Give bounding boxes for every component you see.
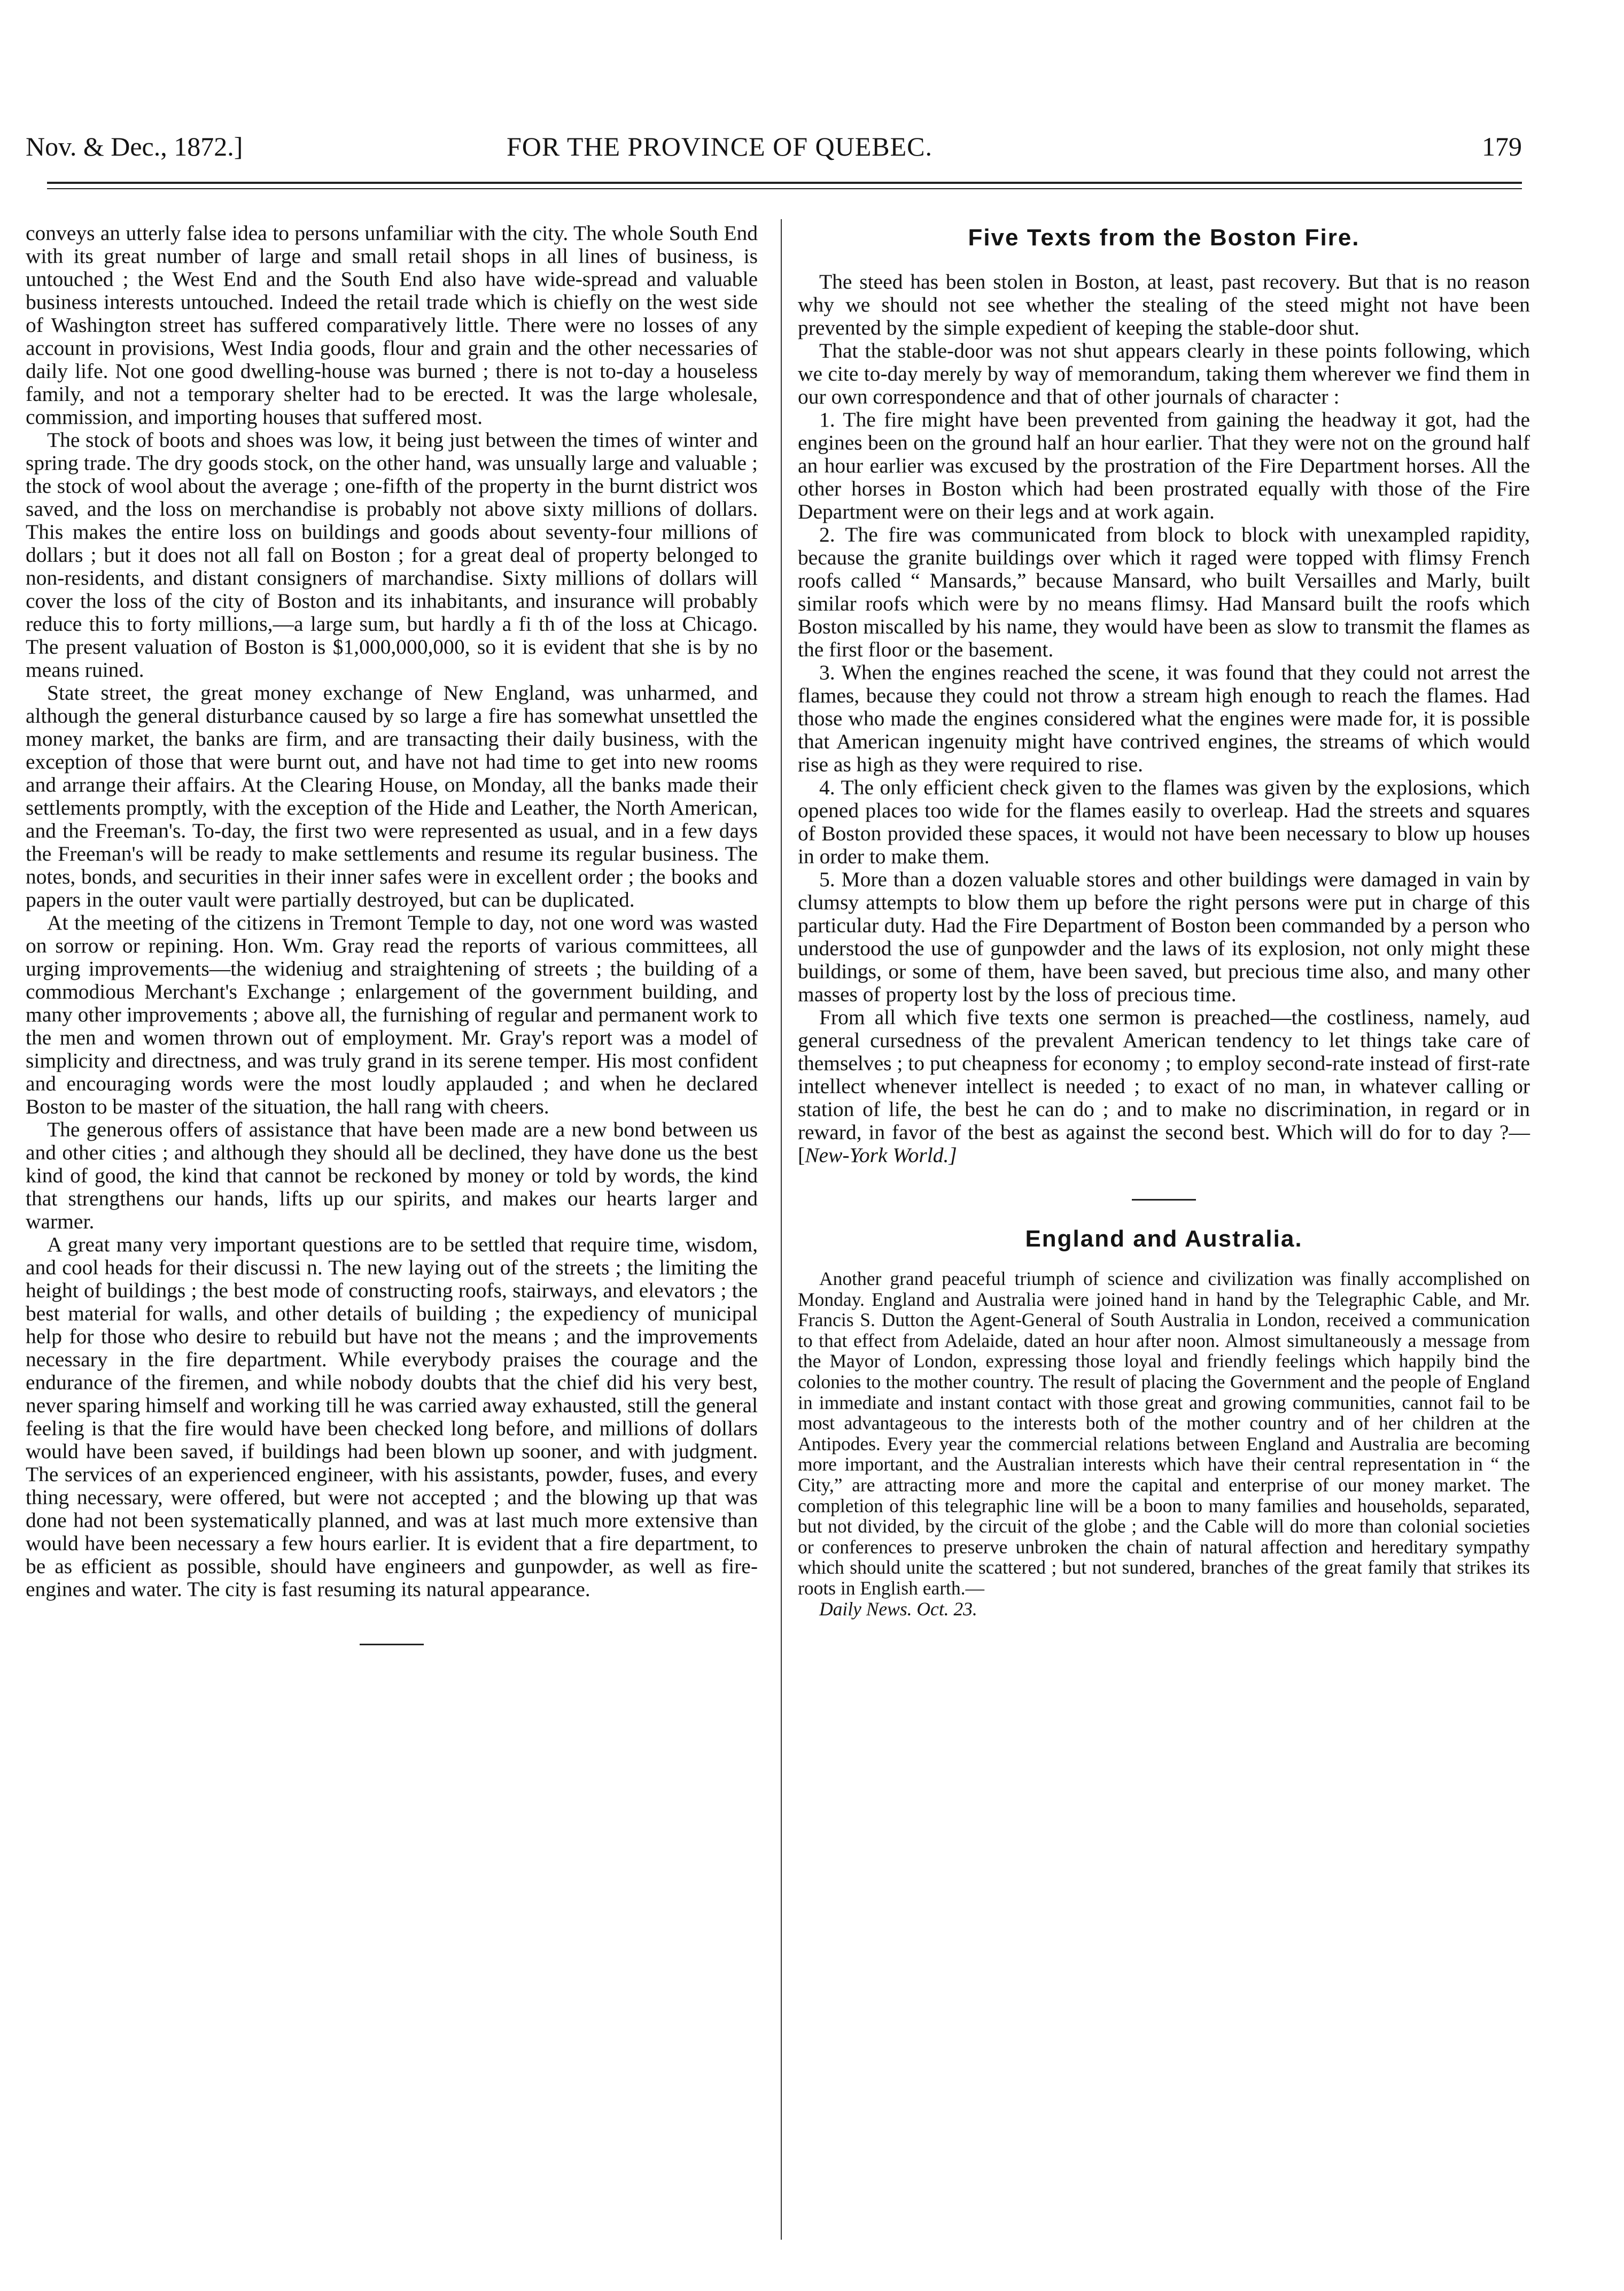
article-title-boston-fire: Five Texts from the Boston Fire. (968, 225, 1360, 251)
paragraph: The steed has been stolen in Boston, at least, past recovery. But that is no reason why we should not see whether the stealing of the steed might not have been prevented by the simple expedient of keeping the stable-door shut. (798, 270, 1530, 339)
paragraph: 3. When the engines reached the scene, it was found that they could not arrest the flames, because they could not throw a stream high enough to reach the flames. Had those who made the engines considered what the engines were made for, it is possible that American ingenuity might have contrived engines, the streams of which would rise as high as they were required to rise. (798, 661, 1530, 776)
paragraph-text: From all which five texts one sermon is preached—the costliness, namely, aud general cursedness of the prevalent American tendency to let things take care of themselves ; to put cheapness for economy ; to employ second-rate instead of first-rate intellect whenever intellect is needed ; to exact of no man, in whatever calling or station of life, the best he can do ; and to make no discrimination, in regard or in reward, in favor of the best as against the second best. Which will do for to day ?—[ (798, 1005, 1530, 1167)
section-rule (360, 1644, 424, 1645)
paragraph: A great many very important questions are to be settled that require time, wisdom, and cool heads for their discussi n. The new laying out of the streets ; the limiting the height of buildings ; the best mode of constructing roofs, stairways, and elevators ; the best material for walls, and other details of building ; the expediency of municipal help for those who desire to rebuild but have not the means ; and the improvements necessary in the fire department. While everybody praises the courage and the endurance of the firemen, and while nobody doubts that the chief did his very best, never sparing himself and working till he was carried away exhausted, still the general feeling is that the fire would have been checked long before, and millions of dollars would have been saved, if buildings had been blown up sooner, and with judgment. The services of an experienced engineer, with his assistants, powder, fuses, and every thing necessary, were offered, but were not accepted ; and the blowing up that was done had not been systematically planned, and was at last much more extensive than would have been necessary a few hours earlier. It is evident that a fire department, to be as efficient as possible, should have engineers and gunpowder, as well as fire-engines and water. The city is fast resuming its natural appearance. (26, 1233, 758, 1601)
header-rule (47, 182, 1522, 189)
paragraph: Another grand peaceful triumph of science and civilization was finally accomplished on Monday. England and Australia were joined hand in hand by the Telegraphic Cable, and Mr. Francis S. Dutton the Agent-General of South Australia in London, received a communication to that effect from Adelaide, dated an hour after noon. Almost simultaneously a message from the Mayor of London, expressing those loyal and friendly feelings which happily bind the colonies to the mother country. The result of placing the Government and the people of England in immediate and instant contact with those great and growing communities, cannot fail to be most advantageous to the interests both of the mother country and of her children at the Antipodes. Every year the commercial relations between England and Australia are becoming more important, and the Australian interests which have their central representation in “ the City,” are attracting more and more the capital and enterprise of our money market. The completion of this telegraphic line will be a boon to many families and households, separated, but not divided, by the circuit of the globe ; and the Cable will do more than colonial societies or conferences to preserve unbroken the chain of natural affection and hereditary sympathy which should unite the scattered ; but not sundered, branches of the great family that strikes its roots in English earth.— (798, 1268, 1530, 1599)
paragraph: 4. The only efficient check given to the flames was given by the explosions, which opened places too wide for the flames easily to overleap. Had the streets and squares of Boston provided these spaces, it would not have been necessary to blow up houses in order to make them. (798, 776, 1530, 868)
paragraph: conveys an utterly false idea to persons unfamiliar with the city. The whole South End with its great number of large and small retail shops in all lines of business, is untouched ; the West End and the South End also have wide-spread and valuable business interests untouched. Indeed the retail trade which is chiefly on the west side of Washington street has suffered comparatively little. There were no losses of any account in provisions, West India goods, flour and grain and the other necessaries of daily life. Not one good dwelling-house was burned ; there is not to-day a houseless family, and not a temporary shelter had to be erected. It was the large wholesale, commission, and importing houses that suffered most. (26, 221, 758, 429)
paragraph: 5. More than a dozen valuable stores and other buildings were damaged in vain by clumsy attempts to blow them up before the right persons were put in charge of this particular duty. Had the Fire Department of Boston been commanded by a person who understood the use of gunpowder and the laws of its explosion, not only might these buildings, or some of them, have been saved, but precious time also, and many other masses of property lost by the loss of precious time. (798, 868, 1530, 1006)
source-citation: New-York World.] (805, 1143, 957, 1167)
paragraph: 2. The fire was communicated from block to block with unexampled rapidity, because the granite buildings over which it raged were topped with flimsy French roofs called “ Mansards,” because Mansard, who built Versailles and Marly, built similar roofs which were by no means flimsy. Had Mansard built the roofs which Boston miscalled by his name, they would have been as slow to transmit the flames as the first floor or the basement. (798, 523, 1530, 661)
paragraph: At the meeting of the citizens in Tremont Temple to day, not one word was wasted on sorrow or repining. Hon. Wm. Gray read the reports of various committees, all urging improvements—the wideniug and straightening of streets ; the building of a commodious Merchant's Exchange ; enlargement of the government building, and many other improvements ; above all, the furnishing of regular and permanent work to the men and women thrown out of employment. Mr. Gray's report was a model of simplicity and directness, and was truly grand in its serene temper. His most confident and encouraging words were the most loudly applauded ; and when he declared Boston to be master of the situation, the hall rang with cheers. (26, 911, 758, 1118)
source-citation: Daily News. Oct. 23. (819, 1598, 977, 1620)
section-rule (1132, 1199, 1196, 1201)
running-head (26, 131, 1522, 179)
journal-page (26, 37, 1530, 2272)
paragraph: State street, the great money exchange of New England, was unharmed, and although the general disturbance caused by so large a fire has somewhat unsettled the money market, the banks are firm, and are transacting their daily business, with the exception of those that were burnt out, and have not had time to get into new rooms and arrange their affairs. At the Clearing House, on Monday, all the banks made their settlements promptly, with the exception of the Hide and Leather, the North American, and the Freeman's. To-day, the first two were represented as usual, and in a few days the Freeman's will be ready to make settlements and resume its regular business. The notes, bonds, and securities in their inner safes were in excellent order ; the books and papers in the outer vault were partially destroyed, but can be duplicated. (26, 681, 758, 911)
article-title-england-australia: England and Australia. (1025, 1226, 1303, 1252)
journal-title: FOR THE PROVINCE OF QUEBEC. (507, 131, 933, 161)
paragraph: That the stable-door was not shut appears clearly in these points following, which we cite to-day merely by way of memorandum, taking them wherever we find them in our own correspondence and that of other journals of character : (798, 339, 1530, 408)
paragraph: 1. The fire might have been prevented from gaining the headway it got, had the engines been on the ground half an hour earlier. That they were not on the ground half an hour earlier was excused by the prostration of the Fire Department horses. All the other horses in Boston which had been prostrated equally with those of the Fire Department were on their legs and at work again. (798, 408, 1530, 523)
paragraph: The stock of boots and shoes was low, it being just between the times of winter and spring trade. The dry goods stock, on the other hand, was unsually large and valuable ; the stock of wool about the average ; one-fifth of the property in the burnt district wos saved, and the loss on merchandise is probably not above sixty millions of dollars. This makes the entire loss on buildings and goods about seventy-four millions of dollars ; but it does not all fall on Boston ; for a great deal of property belonged to non-residents, and distant consigners of marchandise. Sixty millions of dollars will cover the loss of the city of Boston and its inhabitants, and insurance will probably reduce this to forty millions,—a large sum, but hardly a fi th of the loss at Chicago. The present valuation of Boston is $1,000,000,000, so it is evident that she is by no means ruined. (26, 428, 758, 682)
page-number: 179 (1482, 131, 1522, 161)
issue-date: Nov. & Dec., 1872.] (26, 131, 243, 161)
column-divider (781, 219, 782, 2240)
left-column (26, 222, 758, 1645)
paragraph: The generous offers of assistance that have been made are a new bond between us and other cities ; and although they should all be declined, they have done us the best kind of good, the kind that cannot be reckoned by money or told by words, the kind that strengthens our hands, lifts up our spirits, and makes our hearts larger and warmer. (26, 1118, 758, 1233)
source-line (798, 1599, 1530, 1620)
right-column (798, 222, 1530, 1619)
closing-paragraph (798, 1006, 1530, 1167)
